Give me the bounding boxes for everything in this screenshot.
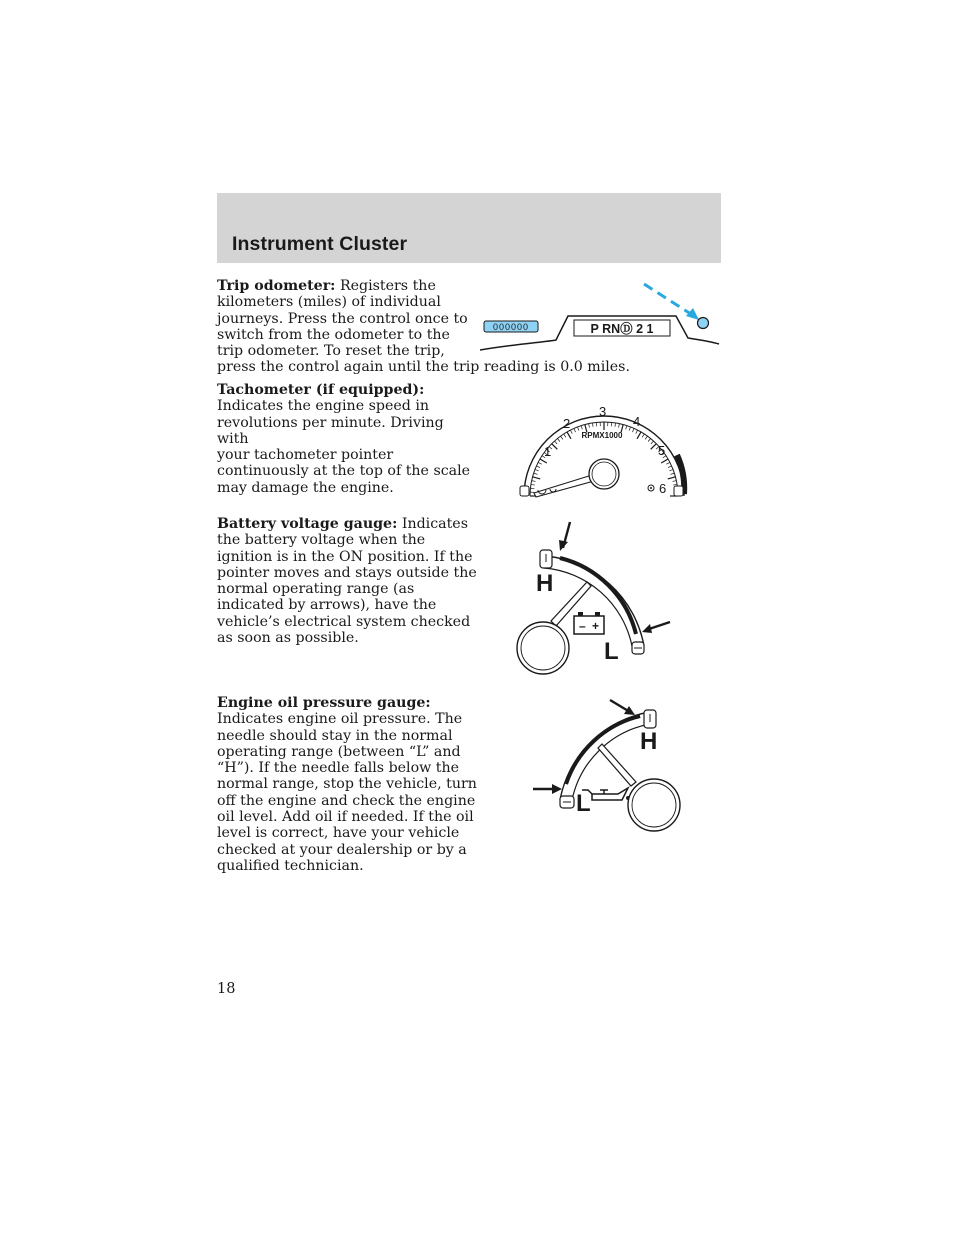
- battery-gauge-illustration: [510, 518, 676, 682]
- tach-tick: [561, 436, 563, 439]
- tach-tick: [648, 438, 651, 441]
- oil-heading: Engine oil pressure gauge:: [217, 695, 431, 711]
- tach-indicator-dot-center: [650, 487, 652, 489]
- tachometer-heading: Tachometer (if equipped):: [217, 382, 425, 398]
- oil-line-5: off the engine and check the engine: [217, 792, 476, 809]
- tach-tick: [535, 469, 539, 470]
- tach-needle-hub: [589, 459, 619, 489]
- oil-line-8: checked at your dealership or by a: [217, 841, 467, 858]
- odometer-illustration: [476, 278, 726, 354]
- oil-line-3: “H”). If the needle falls below the: [217, 760, 460, 777]
- oil-line-9: qualified technician.: [217, 857, 364, 874]
- trip-line-5: press the control again until the trip reading is 0.0 miles.: [217, 359, 630, 376]
- tach-tick: [531, 484, 535, 485]
- tach-tick: [581, 426, 582, 430]
- trip-line-1: kilometers (miles) of individual: [217, 294, 441, 311]
- battery-icon: [574, 612, 604, 634]
- trip-reset-button: [698, 318, 709, 329]
- tach-line-0: Indicates the engine speed in: [217, 398, 430, 415]
- battery-line-3: pointer moves and stays outside the: [217, 564, 477, 581]
- tach-end-cap-left: [520, 486, 529, 496]
- reset-arrow-head: [686, 308, 699, 320]
- tach-tick: [554, 441, 557, 444]
- oil-high-label: H: [640, 728, 658, 755]
- battery-line-5: indicated by arrows), have the: [217, 597, 437, 614]
- tach-label-6: 6: [659, 481, 667, 496]
- battery-line-7: as soon as possible.: [217, 630, 359, 647]
- tach-tick: [557, 438, 560, 441]
- tach-line-4: may damage the engine.: [217, 479, 394, 496]
- oil-line-6: oil level. Add oil if needed. If the oil: [217, 809, 474, 826]
- tach-tick: [538, 462, 542, 464]
- tach-tick: [567, 432, 571, 439]
- battery-high-label: H: [536, 570, 554, 597]
- tach-tick: [564, 434, 566, 437]
- tach-unit-label: RPMX1000: [581, 431, 623, 440]
- trip-line-0: Registers the: [339, 278, 436, 294]
- oil-line-2: operating range (between “L” and: [217, 743, 461, 760]
- tach-tick: [661, 459, 668, 463]
- odometer-digits: 000000: [492, 322, 530, 332]
- tach-tick: [645, 436, 647, 439]
- reset-arrow: [644, 284, 694, 316]
- section-title: Instrument Cluster: [232, 233, 408, 255]
- tach-tick: [673, 484, 677, 485]
- battery-heading: Battery voltage gauge:: [217, 516, 398, 532]
- oil-gauge-illustration: [530, 696, 690, 836]
- tach-tick: [577, 427, 578, 431]
- oil-needle-hub: [628, 779, 680, 831]
- tach-tick: [533, 477, 541, 479]
- prnd-label: P RNⒹ 2 1: [590, 322, 654, 336]
- tach-tick: [589, 424, 590, 428]
- trip-line-4: trip odometer. To reset the trip,: [217, 343, 445, 360]
- trip-line-2: journeys. Press the control once to: [217, 310, 468, 327]
- tachometer-paragraph: [217, 382, 477, 496]
- oil-arrow-low-head: [552, 784, 562, 794]
- battery-line-4: normal operating range (as: [217, 581, 415, 598]
- tach-tick: [672, 481, 676, 482]
- tach-label-3: 3: [599, 404, 607, 419]
- oil-line-1: needle should stay in the normal: [217, 727, 453, 744]
- tach-tick: [574, 428, 576, 432]
- battery-paragraph: [217, 516, 477, 646]
- battery-line-2: ignition is in the ON position. If the: [217, 548, 473, 565]
- oil-line-0: Indicates engine oil pressure. The: [217, 711, 463, 728]
- tach-tick: [636, 430, 638, 434]
- oil-line-7: level is correct, have your vehicle: [217, 825, 460, 842]
- tach-tick: [629, 427, 630, 431]
- tach-tick: [619, 424, 620, 428]
- tach-line-3: continuously at the top of the scale: [217, 463, 471, 480]
- tach-line-1: revolutions per minute. Driving with: [217, 414, 444, 447]
- tach-tick: [552, 444, 558, 450]
- tach-tick: [532, 481, 536, 482]
- battery-arrow-low-head: [642, 624, 652, 633]
- tach-tick: [669, 469, 673, 470]
- tach-tick: [666, 462, 670, 464]
- tach-tick: [651, 444, 657, 450]
- battery-needle-hub: [517, 622, 569, 674]
- tach-tick: [592, 423, 593, 427]
- tach-tick: [534, 473, 538, 474]
- battery-line-0: Indicates: [401, 516, 468, 532]
- trip-odometer-heading: Trip odometer:: [217, 278, 336, 294]
- oil-needle: [598, 744, 636, 786]
- tach-tick: [570, 430, 572, 434]
- tach-tick: [536, 466, 540, 468]
- tach-tick: [540, 459, 547, 463]
- tach-tick: [642, 434, 644, 437]
- page-number: 18: [217, 981, 236, 997]
- battery-plus-label: +: [592, 619, 600, 633]
- tach-line-2: your tachometer pointer: [217, 447, 394, 464]
- battery-line-6: vehicle’s electrical system checked: [217, 613, 471, 630]
- tach-tick: [671, 473, 675, 474]
- tach-tick: [668, 477, 676, 479]
- tach-end-cap-right: [674, 486, 683, 496]
- tach-label-2: 2: [563, 416, 571, 431]
- trip-line-3: switch from the odometer to the: [217, 326, 450, 343]
- battery-arrow-high-head: [559, 540, 568, 551]
- battery-minus-label: –: [579, 619, 586, 633]
- tachometer-illustration: [516, 390, 692, 500]
- battery-low-label: L: [604, 638, 619, 665]
- oil-low-label: L: [576, 790, 591, 817]
- tach-label-5: 5: [658, 443, 666, 458]
- tach-tick: [651, 441, 654, 444]
- tach-label-1: 1: [544, 444, 552, 459]
- tach-tick: [615, 423, 616, 427]
- tach-tick: [668, 466, 672, 468]
- section-header: [217, 193, 721, 263]
- oil-paragraph: [217, 695, 477, 874]
- battery-line-1: the battery voltage when the: [217, 532, 426, 549]
- tach-tick: [637, 432, 641, 439]
- tach-tick: [626, 426, 627, 430]
- oil-line-4: normal range, stop the vehicle, turn: [217, 776, 477, 793]
- tach-label-4: 4: [633, 414, 641, 429]
